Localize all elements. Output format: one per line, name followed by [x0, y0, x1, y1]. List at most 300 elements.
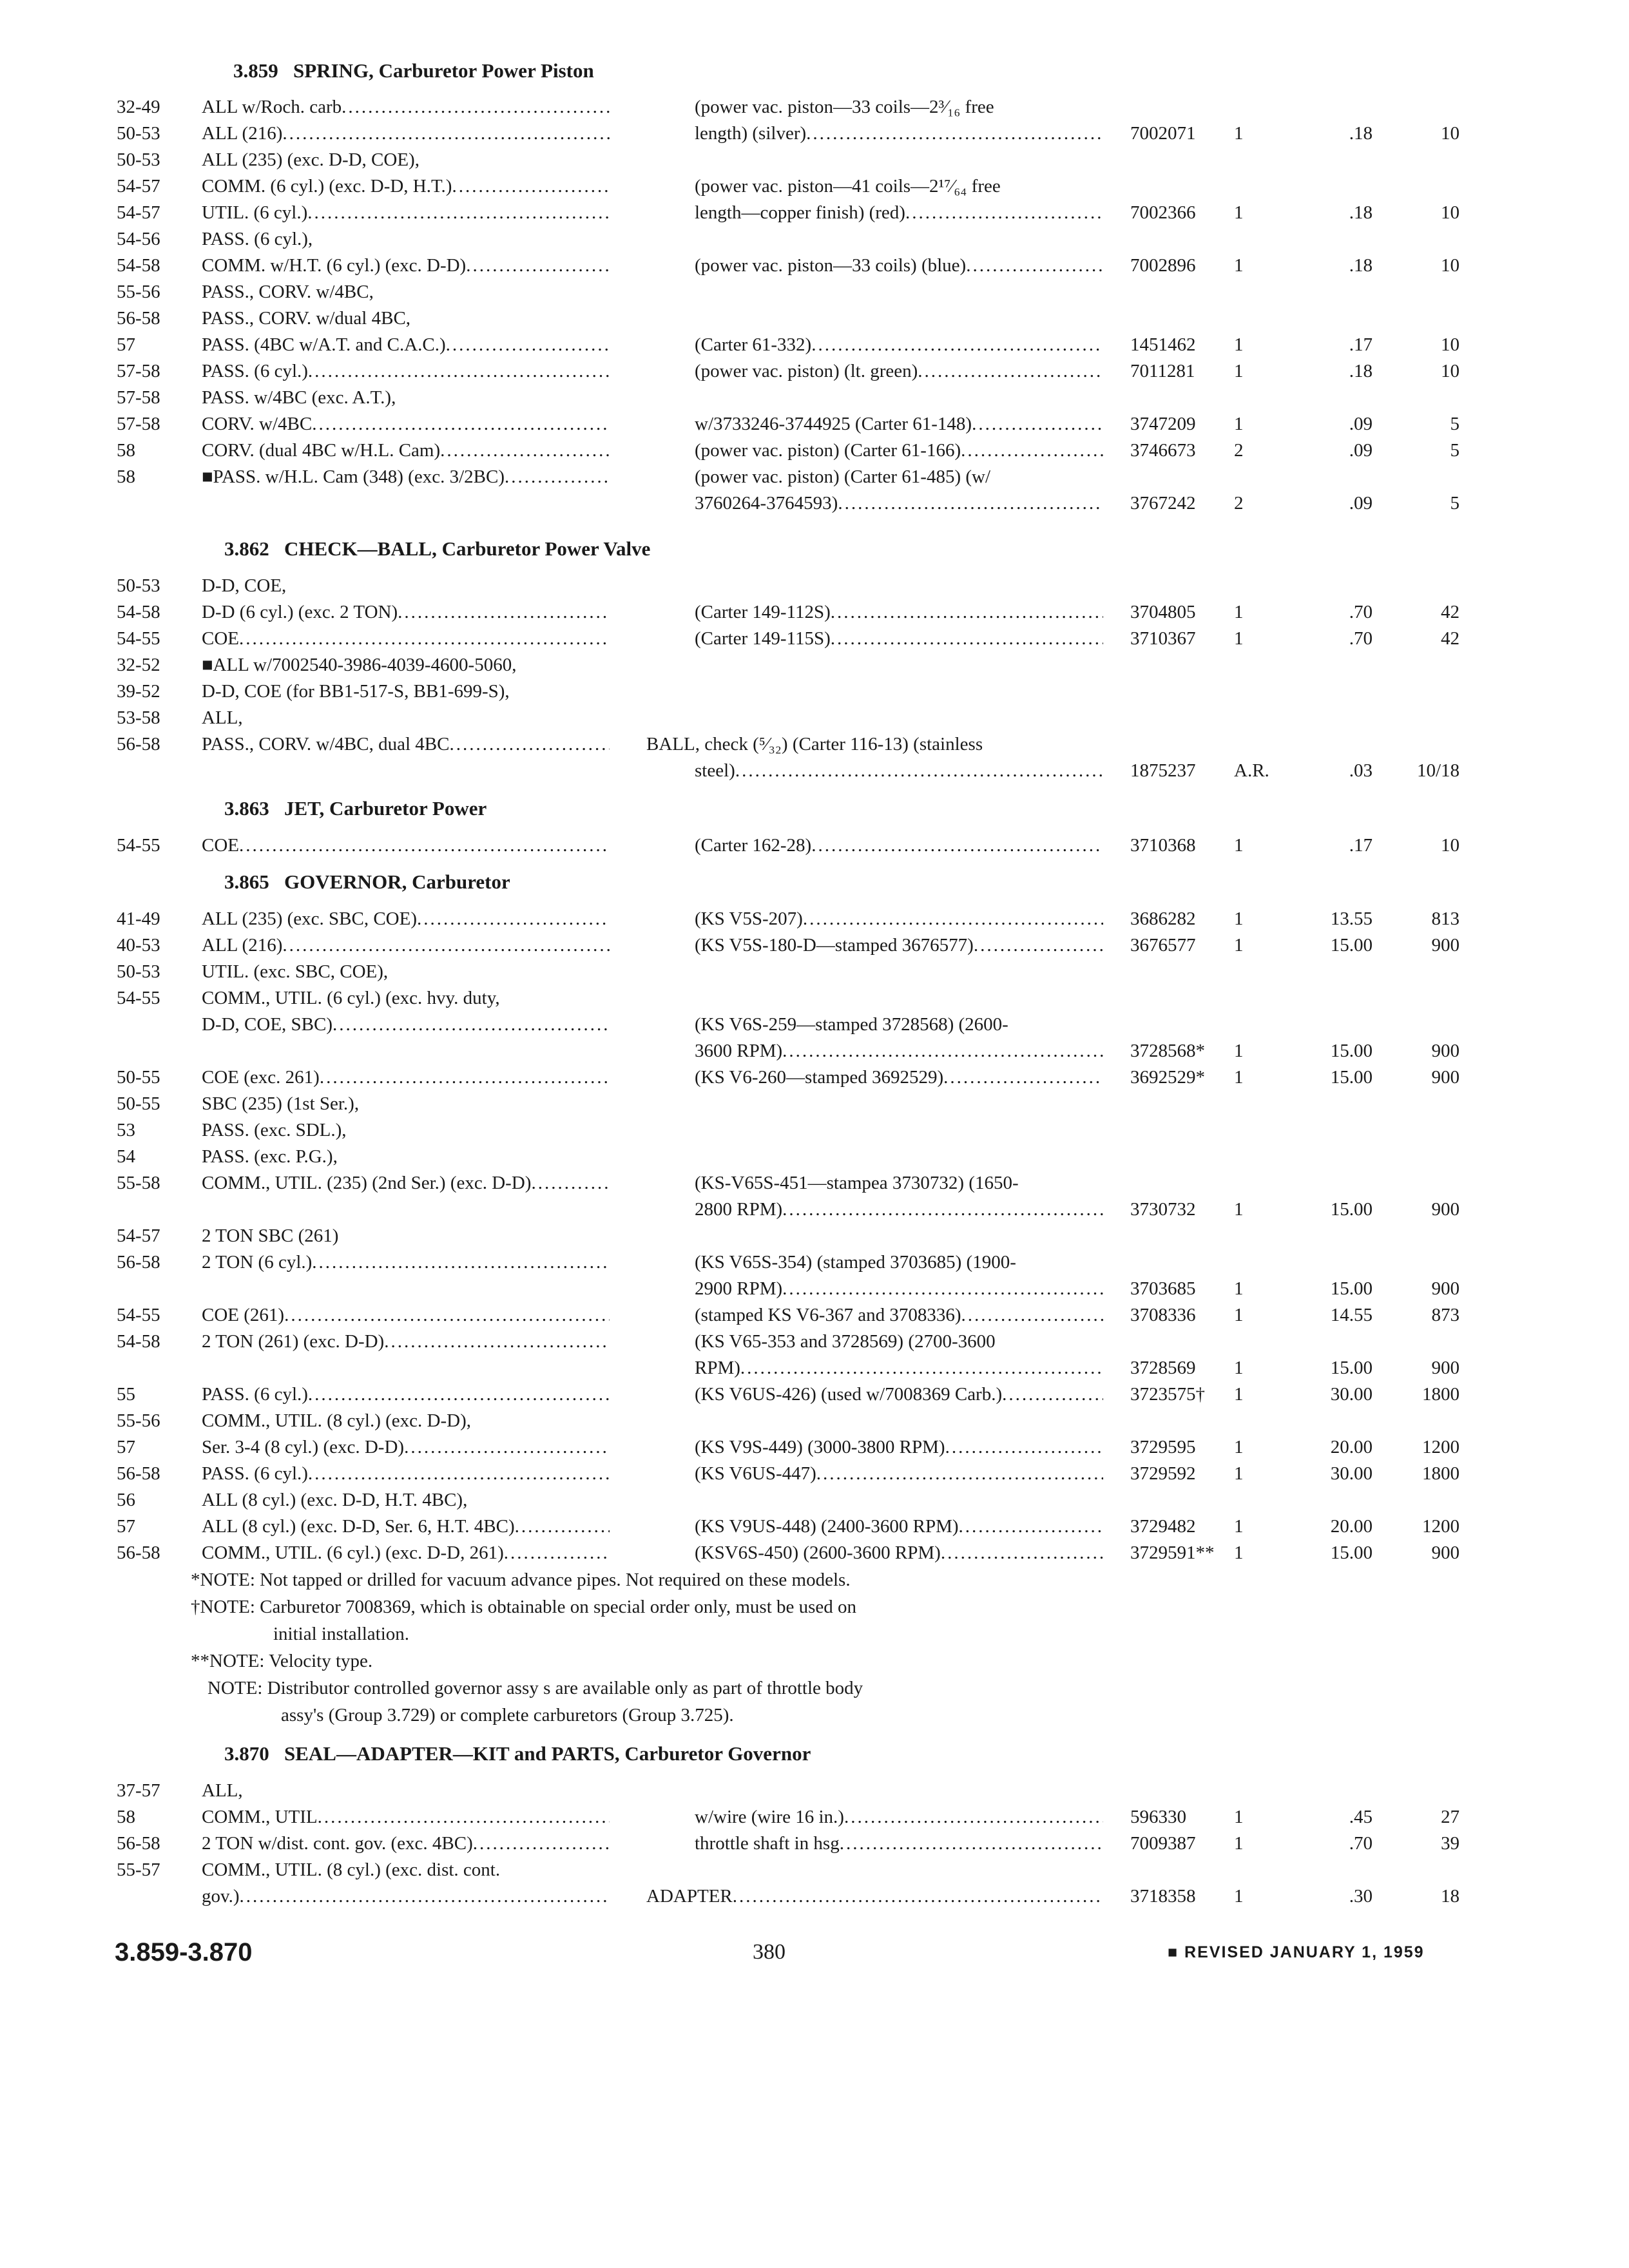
dot-leader — [466, 254, 610, 277]
dot-leader — [838, 492, 1103, 515]
description: (KS V6US-426) (used w/7008369 Carb.)..... — [695, 1383, 1103, 1406]
dot-leader — [398, 601, 610, 624]
dot-leader — [816, 1462, 1103, 1485]
dot-leader — [505, 465, 610, 488]
part-number: 3703685 — [1130, 1278, 1196, 1299]
application: COMM., UTIL. (8 cyl.) (exc. dist. cont. — [202, 1860, 501, 1880]
year-range: 50-53 — [117, 149, 160, 170]
dot-leader — [735, 759, 1103, 782]
year-range: 57-58 — [117, 414, 160, 434]
price: .70 — [1349, 628, 1373, 649]
footnote: **NOTE: Velocity type. — [191, 1651, 373, 1671]
quantity: 1 — [1234, 1542, 1244, 1563]
description: (Carter 162-28)..... — [695, 834, 1103, 857]
page-number: 380 — [753, 1940, 786, 1964]
description: (KS V65S-354) (stamped 3703685) (1900- — [695, 1252, 1016, 1273]
list-price: 18 — [1441, 1886, 1460, 1907]
description: RPM)..... — [695, 1356, 1103, 1379]
list-price: 5 — [1450, 414, 1460, 434]
list-price: 1800 — [1422, 1463, 1460, 1484]
quantity: A.R. — [1234, 760, 1269, 781]
application: COE (261)..... — [202, 1303, 610, 1327]
application: ALL, — [202, 1780, 243, 1801]
quantity: 1 — [1234, 123, 1244, 144]
year-range: 54-58 — [117, 255, 160, 276]
part-number: 3728568* — [1130, 1041, 1205, 1061]
dot-leader — [240, 1885, 610, 1908]
dot-leader — [803, 907, 1103, 930]
list-price: 10 — [1441, 835, 1460, 856]
year-range: 54-56 — [117, 229, 160, 249]
price: 15.00 — [1330, 1278, 1373, 1299]
quantity: 1 — [1234, 1278, 1244, 1299]
application: COMM. (6 cyl.) (exc. D-D, H.T.)..... — [202, 175, 610, 198]
dot-leader — [782, 1277, 1103, 1300]
dot-leader — [974, 934, 1103, 957]
description: w/wire (wire 16 in.)..... — [695, 1805, 1103, 1829]
quantity: 1 — [1234, 835, 1244, 856]
application: COMM., UTIL. (8 cyl.) (exc. D-D), — [202, 1410, 471, 1431]
quantity: 1 — [1234, 334, 1244, 355]
list-price: 10 — [1441, 361, 1460, 381]
dot-leader — [515, 1515, 610, 1538]
application: PASS., CORV. w/4BC, dual 4BC..... — [202, 733, 610, 756]
application: PASS. (4BC w/A.T. and C.A.C.)..... — [202, 333, 610, 356]
quantity: 1 — [1234, 1886, 1244, 1907]
application: ALL (216)..... — [202, 122, 610, 145]
part-number: 3729482 — [1130, 1516, 1196, 1537]
description: (power vac. piston) (Carter 61-166)..... — [695, 439, 1103, 462]
application: PASS. (6 cyl.)..... — [202, 360, 610, 383]
year-range: 54-57 — [117, 1225, 160, 1246]
year-range: 57 — [117, 1437, 135, 1457]
dot-leader — [1002, 1383, 1103, 1406]
quantity: 2 — [1234, 493, 1244, 514]
price: .18 — [1349, 202, 1373, 223]
part-number: 3729592 — [1130, 1463, 1196, 1484]
part-number: 7011281 — [1130, 361, 1195, 381]
dot-leader — [504, 1541, 610, 1564]
application: COE..... — [202, 627, 610, 650]
price: .45 — [1349, 1807, 1373, 1827]
description: 3760264-3764593)..... — [695, 492, 1103, 515]
price: 15.00 — [1330, 935, 1373, 956]
year-range: 56 — [117, 1490, 135, 1510]
price: .09 — [1349, 414, 1373, 434]
price: 15.00 — [1330, 1067, 1373, 1088]
dot-leader — [320, 1066, 610, 1089]
description: length—copper finish) (red)..... — [695, 201, 1103, 224]
dot-leader — [945, 1436, 1103, 1459]
dot-leader — [941, 1541, 1103, 1564]
application: COMM., UTIL..... — [202, 1805, 610, 1829]
dot-leader — [384, 1330, 610, 1353]
dot-leader — [333, 1013, 610, 1036]
part-number: 3723575† — [1130, 1384, 1205, 1405]
quantity: 1 — [1234, 414, 1244, 434]
list-price: 42 — [1441, 628, 1460, 649]
footnote: †NOTE: Carburetor 7008369, which is obtainable on special order only, must be used on — [191, 1597, 857, 1617]
description: 2800 RPM)..... — [695, 1198, 1103, 1221]
year-range: 57 — [117, 1516, 135, 1537]
application: 2 TON w/dist. cont. gov. (exc. 4BC)..... — [202, 1832, 610, 1855]
description: (power vac. piston) (lt. green)..... — [695, 360, 1103, 383]
year-range: 32-49 — [117, 97, 160, 117]
price: 13.55 — [1330, 908, 1373, 929]
year-range: 54-57 — [117, 176, 160, 197]
description: (KS V9US-448) (2400-3600 RPM)..... — [695, 1515, 1103, 1538]
footnote: initial installation. — [273, 1624, 410, 1644]
footnote: assy's (Group 3.729) or complete carburetors (Group 3.725). — [281, 1705, 734, 1725]
list-price: 900 — [1431, 1199, 1460, 1220]
list-price: 1200 — [1422, 1516, 1460, 1537]
part-number: 7002366 — [1130, 202, 1196, 223]
dot-leader — [446, 333, 610, 356]
section-heading: 3.865 GOVERNOR, Carburetor — [224, 870, 510, 893]
part-number: 7009387 — [1130, 1833, 1196, 1854]
quantity: 1 — [1234, 1358, 1244, 1378]
part-number: 3729595 — [1130, 1437, 1196, 1457]
price: .17 — [1349, 334, 1373, 355]
price: .70 — [1349, 602, 1373, 622]
quantity: 1 — [1234, 908, 1244, 929]
price: 15.00 — [1330, 1358, 1373, 1378]
application: COMM., UTIL. (235) (2nd Ser.) (exc. D-D)..... — [202, 1171, 610, 1195]
dot-leader — [342, 95, 610, 119]
part-number: 1451462 — [1130, 334, 1196, 355]
application: D-D, COE, — [202, 575, 287, 596]
dot-leader — [449, 733, 610, 756]
part-number: 3708336 — [1130, 1305, 1196, 1325]
dot-leader — [811, 333, 1103, 356]
list-price: 10 — [1441, 334, 1460, 355]
year-range: 50-55 — [117, 1067, 160, 1088]
price: .70 — [1349, 1833, 1373, 1854]
description: ADAPTER..... — [646, 1885, 1103, 1908]
dot-leader — [452, 175, 610, 198]
description: (stamped KS V6-367 and 3708336)..... — [695, 1303, 1103, 1327]
description: (KS-V65S-451—stampea 3730732) (1650- — [695, 1173, 1019, 1193]
year-range: 57-58 — [117, 361, 160, 381]
dot-leader — [840, 1832, 1103, 1855]
price: 30.00 — [1330, 1463, 1373, 1484]
year-range: 55-56 — [117, 282, 160, 302]
description: (Carter 149-112S)..... — [695, 601, 1103, 624]
part-number: 7002071 — [1130, 123, 1196, 144]
year-range: 40-53 — [117, 935, 160, 956]
year-range: 58 — [117, 1807, 135, 1827]
description: (KSV6S-450) (2600-3600 RPM)..... — [695, 1541, 1103, 1564]
application: PASS. (6 cyl.), — [202, 229, 313, 249]
page-section-code: 3.859-3.870 — [115, 1938, 253, 1966]
footnote: *NOTE: Not tapped or drilled for vacuum advance pipes. Not required on these models. — [191, 1570, 851, 1590]
description: w/3733246-3744925 (Carter 61-148)..... — [695, 412, 1103, 436]
list-price: 10/18 — [1416, 760, 1460, 781]
quantity: 1 — [1234, 1463, 1244, 1484]
year-range: 50-53 — [117, 575, 160, 596]
year-range: 56-58 — [117, 734, 160, 754]
application: Ser. 3-4 (8 cyl.) (exc. D-D)..... — [202, 1436, 610, 1459]
description: (KS V5S-180-D—stamped 3676577)..... — [695, 934, 1103, 957]
description: 2900 RPM)..... — [695, 1277, 1103, 1300]
quantity: 1 — [1234, 1199, 1244, 1220]
application: COMM., UTIL. (6 cyl.) (exc. hvy. duty, — [202, 988, 500, 1008]
quantity: 1 — [1234, 202, 1244, 223]
description: (Carter 61-332)..... — [695, 333, 1103, 356]
list-price: 5 — [1450, 440, 1460, 461]
list-price: 900 — [1431, 935, 1460, 956]
application: D-D (6 cyl.) (exc. 2 TON)..... — [202, 601, 610, 624]
year-range: 56-58 — [117, 308, 160, 329]
application: 2 TON (261) (exc. D-D)..... — [202, 1330, 610, 1353]
year-range: 54-57 — [117, 202, 160, 223]
description: (KS V6US-447)..... — [695, 1462, 1103, 1485]
quantity: 1 — [1234, 361, 1244, 381]
quantity: 1 — [1234, 1041, 1244, 1061]
application: PASS. w/4BC (exc. A.T.), — [202, 387, 396, 408]
dot-leader — [239, 627, 610, 650]
application: COE..... — [202, 834, 610, 857]
description: (power vac. piston—41 coils—2¹⁷⁄₆₄ free — [695, 176, 1001, 197]
dot-leader — [308, 360, 610, 383]
price: .09 — [1349, 493, 1373, 514]
quantity: 1 — [1234, 628, 1244, 649]
section-heading: 3.859 SPRING, Carburetor Power Piston — [233, 59, 594, 82]
part-number: 3710367 — [1130, 628, 1196, 649]
quantity: 1 — [1234, 1437, 1244, 1457]
list-price: 900 — [1431, 1358, 1460, 1378]
list-price: 900 — [1431, 1542, 1460, 1563]
part-number: 3729591** — [1130, 1542, 1215, 1563]
year-range: 56-58 — [117, 1542, 160, 1563]
year-range: 57-58 — [117, 387, 160, 408]
list-price: 42 — [1441, 602, 1460, 622]
year-range: 39-52 — [117, 681, 160, 702]
year-range: 54-55 — [117, 835, 160, 856]
application: PASS. (6 cyl.)..... — [202, 1462, 610, 1485]
quantity: 1 — [1234, 255, 1244, 276]
dot-leader — [740, 1356, 1103, 1379]
description: (power vac. piston—33 coils) (blue)..... — [695, 254, 1103, 277]
part-number: 3692529* — [1130, 1067, 1205, 1088]
dot-leader — [417, 907, 610, 930]
part-number: 3767242 — [1130, 493, 1196, 514]
list-price: 1200 — [1422, 1437, 1460, 1457]
application: ■ALL w/7002540-3986-4039-4600-5060, — [202, 655, 517, 675]
year-range: 50-53 — [117, 123, 160, 144]
application: ALL (235) (exc. D-D, COE), — [202, 149, 419, 170]
part-number: 596330 — [1130, 1807, 1186, 1827]
year-range: 54 — [117, 1146, 135, 1167]
dot-leader — [282, 934, 610, 957]
dot-leader — [831, 601, 1103, 624]
year-range: 55 — [117, 1384, 135, 1405]
price: 15.00 — [1330, 1542, 1373, 1563]
quantity: 1 — [1234, 935, 1244, 956]
dot-leader — [733, 1885, 1103, 1908]
dot-leader — [806, 122, 1103, 145]
price: .18 — [1349, 255, 1373, 276]
quantity: 1 — [1234, 1833, 1244, 1854]
dot-leader — [284, 1303, 610, 1327]
dot-leader — [918, 360, 1103, 383]
application: COE (exc. 261)..... — [202, 1066, 610, 1089]
year-range: 37-57 — [117, 1780, 160, 1801]
list-price: 39 — [1441, 1833, 1460, 1854]
application: COMM., UTIL. (6 cyl.) (exc. D-D, 261)..... — [202, 1541, 610, 1564]
year-range: 55-56 — [117, 1410, 160, 1431]
price: .18 — [1349, 123, 1373, 144]
dot-leader — [308, 1462, 610, 1485]
year-range: 53-58 — [117, 707, 160, 728]
description: length) (silver)..... — [695, 122, 1103, 145]
application: UTIL. (exc. SBC, COE), — [202, 961, 389, 982]
dot-leader — [440, 439, 610, 462]
year-range: 54-55 — [117, 628, 160, 649]
dot-leader — [831, 627, 1103, 650]
quantity: 1 — [1234, 1305, 1244, 1325]
price: .30 — [1349, 1886, 1373, 1907]
dot-leader — [844, 1805, 1103, 1829]
price: .03 — [1349, 760, 1373, 781]
dot-leader — [943, 1066, 1103, 1089]
description: (KS V6S-259—stamped 3728568) (2600- — [695, 1014, 1008, 1035]
section-heading: 3.870 SEAL—ADAPTER—KIT and PARTS, Carburetor Governor — [224, 1742, 811, 1765]
application: PASS. (6 cyl.)..... — [202, 1383, 610, 1406]
application: ALL (216)..... — [202, 934, 610, 957]
dot-leader — [239, 834, 610, 857]
part-number: 3710368 — [1130, 835, 1196, 856]
application: ALL, — [202, 707, 243, 728]
year-range: 54-55 — [117, 988, 160, 1008]
list-price: 900 — [1431, 1278, 1460, 1299]
revision-note: ■ REVISED JANUARY 1, 1959 — [1168, 1943, 1425, 1961]
dot-leader — [308, 1383, 610, 1406]
application: 2 TON SBC (261) — [202, 1225, 339, 1246]
dot-leader — [782, 1039, 1103, 1062]
part-number: 3730732 — [1130, 1199, 1196, 1220]
year-range: 55-57 — [117, 1860, 160, 1880]
application: ALL (8 cyl.) (exc. D-D, H.T. 4BC), — [202, 1490, 468, 1510]
part-number: 3704805 — [1130, 602, 1196, 622]
application: ALL (8 cyl.) (exc. D-D, Ser. 6, H.T. 4BC)..... — [202, 1515, 610, 1538]
dot-leader — [961, 1303, 1103, 1327]
quantity: 1 — [1234, 602, 1244, 622]
application: PASS. (exc. P.G.), — [202, 1146, 338, 1167]
dot-leader — [473, 1832, 610, 1855]
year-range: 50-53 — [117, 961, 160, 982]
dot-leader — [966, 254, 1103, 277]
description: (KS V6-260—stamped 3692529)..... — [695, 1066, 1103, 1089]
description: steel)..... — [695, 759, 1103, 782]
price: .17 — [1349, 835, 1373, 856]
list-price: 10 — [1441, 255, 1460, 276]
quantity: 1 — [1234, 1807, 1244, 1827]
application: PASS. (exc. SDL.), — [202, 1120, 347, 1140]
part-number: 3728569 — [1130, 1358, 1196, 1378]
year-range: 54-58 — [117, 1331, 160, 1352]
dot-leader — [404, 1436, 610, 1459]
dot-leader — [282, 122, 610, 145]
list-price: 900 — [1431, 1041, 1460, 1061]
dot-leader — [905, 201, 1103, 224]
price: 15.00 — [1330, 1199, 1373, 1220]
description: (KS V9S-449) (3000-3800 RPM)..... — [695, 1436, 1103, 1459]
application: ALL w/Roch. carb..... — [202, 95, 610, 119]
quantity: 1 — [1234, 1384, 1244, 1405]
price: 20.00 — [1330, 1437, 1373, 1457]
price: 14.55 — [1330, 1305, 1373, 1325]
description: (power vac. piston—33 coils—2³⁄₁₆ free — [695, 97, 994, 117]
year-range: 53 — [117, 1120, 135, 1140]
price: 30.00 — [1330, 1384, 1373, 1405]
year-range: 54-55 — [117, 1305, 160, 1325]
application: UTIL. (6 cyl.)..... — [202, 201, 610, 224]
description: (KS V5S-207)..... — [695, 907, 1103, 930]
year-range: 58 — [117, 466, 135, 487]
part-number: 3718358 — [1130, 1886, 1196, 1907]
description: (power vac. piston) (Carter 61-485) (w/ — [695, 466, 991, 487]
application: COMM. w/H.T. (6 cyl.) (exc. D-D)..... — [202, 254, 610, 277]
dot-leader — [811, 834, 1103, 857]
description: BALL, check (⁵⁄₃₂) (Carter 116-13) (stainless — [646, 734, 983, 754]
list-price: 10 — [1441, 202, 1460, 223]
year-range: 56-58 — [117, 1463, 160, 1484]
year-range: 57 — [117, 334, 135, 355]
description: (KS V65-353 and 3728569) (2700-3600 — [695, 1331, 996, 1352]
price: .09 — [1349, 440, 1373, 461]
price: 20.00 — [1330, 1516, 1373, 1537]
quantity: 1 — [1234, 1516, 1244, 1537]
application: D-D, COE (for BB1-517-S, BB1-699-S), — [202, 681, 510, 702]
dot-leader — [972, 412, 1103, 436]
year-range: 56-58 — [117, 1252, 160, 1273]
quantity: 1 — [1234, 1067, 1244, 1088]
year-range: 50-55 — [117, 1093, 160, 1114]
part-number: 7002896 — [1130, 255, 1196, 276]
dot-leader — [959, 1515, 1103, 1538]
quantity: 2 — [1234, 440, 1244, 461]
year-range: 32-52 — [117, 655, 160, 675]
application: PASS., CORV. w/4BC, — [202, 282, 374, 302]
part-number: 3747209 — [1130, 414, 1196, 434]
year-range: 58 — [117, 440, 135, 461]
list-price: 873 — [1431, 1305, 1460, 1325]
dot-leader — [318, 1805, 610, 1829]
application: gov.)..... — [202, 1885, 610, 1908]
application: SBC (235) (1st Ser.), — [202, 1093, 360, 1114]
application: D-D, COE, SBC)..... — [202, 1013, 610, 1036]
part-number: 3676577 — [1130, 935, 1196, 956]
year-range: 55-58 — [117, 1173, 160, 1193]
list-price: 1800 — [1422, 1384, 1460, 1405]
year-range: 54-58 — [117, 602, 160, 622]
list-price: 10 — [1441, 123, 1460, 144]
description: (Carter 149-115S)..... — [695, 627, 1103, 650]
application: CORV. w/4BC..... — [202, 412, 610, 436]
dot-leader — [961, 439, 1103, 462]
footnote: NOTE: Distributor controlled governor assy s are available only as part of throttle body — [207, 1678, 863, 1698]
section-heading: 3.863 JET, Carburetor Power — [224, 797, 487, 820]
part-number: 3686282 — [1130, 908, 1196, 929]
description: throttle shaft in hsg..... — [695, 1832, 1103, 1855]
part-number: 1875237 — [1130, 760, 1196, 781]
price: 15.00 — [1330, 1041, 1373, 1061]
dot-leader — [312, 412, 610, 436]
list-price: 813 — [1431, 908, 1460, 929]
application: CORV. (dual 4BC w/H.L. Cam)..... — [202, 439, 610, 462]
year-range: 41-49 — [117, 908, 160, 929]
